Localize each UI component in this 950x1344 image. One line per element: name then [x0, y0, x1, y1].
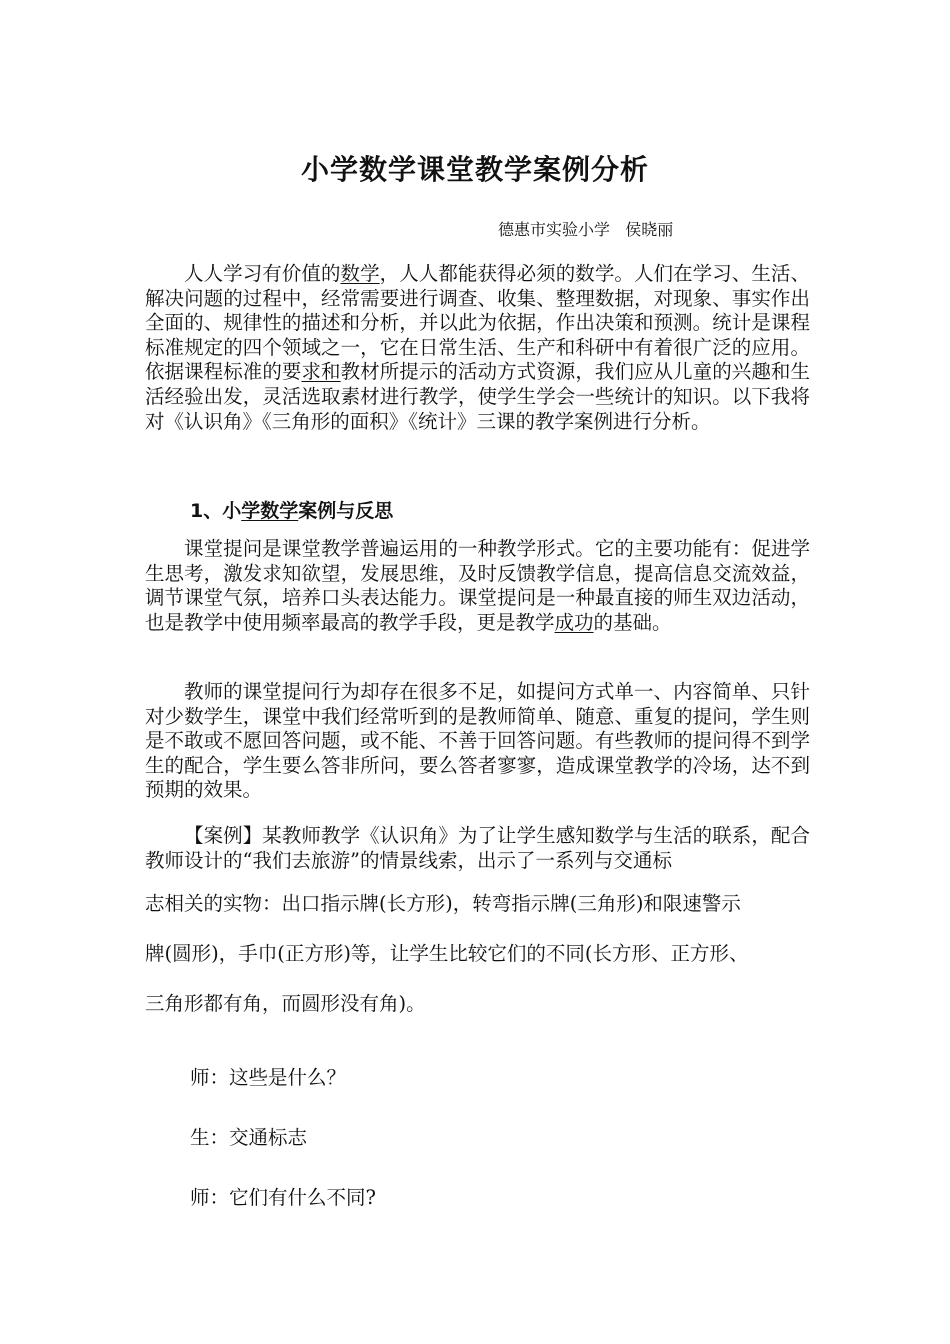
intro-text-1: 人人学习有价值的 — [184, 262, 341, 285]
questioning-text-1: 课堂提问是课堂教学普遍运用的一种教学形式。它的主要功能有：促进学生思考，激发求知欲望，发展思维，及时反馈教学信息，提高信息交流效益，调节课堂气氛，培养口头表达能力。课堂提问是一种最直接的师生双边活动，也是教学中使用频率最高的教学手段，更是教学 — [145, 537, 810, 634]
dialog-line-teacher-2: 师：它们有什么不同? — [190, 1186, 376, 1209]
section-heading — [190, 496, 393, 523]
case-line-3: 牌(圆形)，手巾(正方形)等，让学生比较它们的不同(长方形、正方形、 — [145, 942, 749, 965]
questioning-link-success[interactable]: 成功 — [554, 610, 594, 634]
intro-text-3: 教材所提示的活动方式资源，我们应从儿童的兴趣和生活经验出发，灵活选取素材进行教学，使学生学会一些统计的知识。以下我将对《认识角》《三角形的面积》《统计》三课的教学案例进行分析。 — [145, 360, 810, 433]
page-title: 小学数学课堂教学案例分析 — [300, 153, 649, 186]
intro-paragraph — [145, 262, 810, 434]
problems-paragraph: 教师的课堂提问行为却存在很多不足，如提问方式单一、内容简单、只针对少数学生，课堂中我们经常听到的是教师简单、随意、重复的提问，学生则是不敢或不愿回答问题，或不能、不善于回答问题。有些教师的提问得不到学生的配合，学生要么答非所问，要么答者寥寥，造成课堂教学的冷场，达不到预期的效果。 — [145, 680, 810, 802]
case-line-4: 三角形都有角，而圆形没有角)。 — [145, 992, 426, 1015]
section-heading-link[interactable]: 学数学 — [241, 500, 299, 522]
questioning-text-2: 的基础。 — [593, 610, 672, 634]
questioning-paragraph — [145, 537, 810, 635]
intro-link-math[interactable]: 数学 — [340, 262, 380, 285]
intro-link-qiuhe[interactable]: 求和 — [301, 360, 341, 384]
section-heading-suffix: 案例与反思 — [298, 500, 394, 522]
case-line-2: 志相关的实物：出口指示牌(长方形)，转弯指示牌(三角形)和限速警示 — [145, 892, 741, 915]
intro-text-2: ，人人都能获得必须的数学。人们在学习、生活、解决问题的过程中，经常需要进行调查、收集、整理数据，对现象、事实作出全面的、规律性的描述和分析，并以此为依据，作出决策和预测。统计是课程标准规定的四个领域之一，它在日常生活、生产和科研中有着很广泛的应用。依据课程标准的要 — [145, 262, 810, 384]
dialog-line-student-1: 生：交通标志 — [190, 1126, 308, 1149]
case-intro-paragraph: 【案例】某教师教学《认识角》为了让学生感知数学与生活的联系，配合教师设计的“我们去旅游”的情景线索，出示了一系列与交通标 — [145, 824, 810, 872]
author-line: 德惠市实验小学 侯晓丽 — [498, 220, 674, 239]
section-heading-prefix: 1、小 — [190, 500, 242, 522]
dialog-line-teacher-1: 师：这些是什么？ — [190, 1066, 347, 1089]
